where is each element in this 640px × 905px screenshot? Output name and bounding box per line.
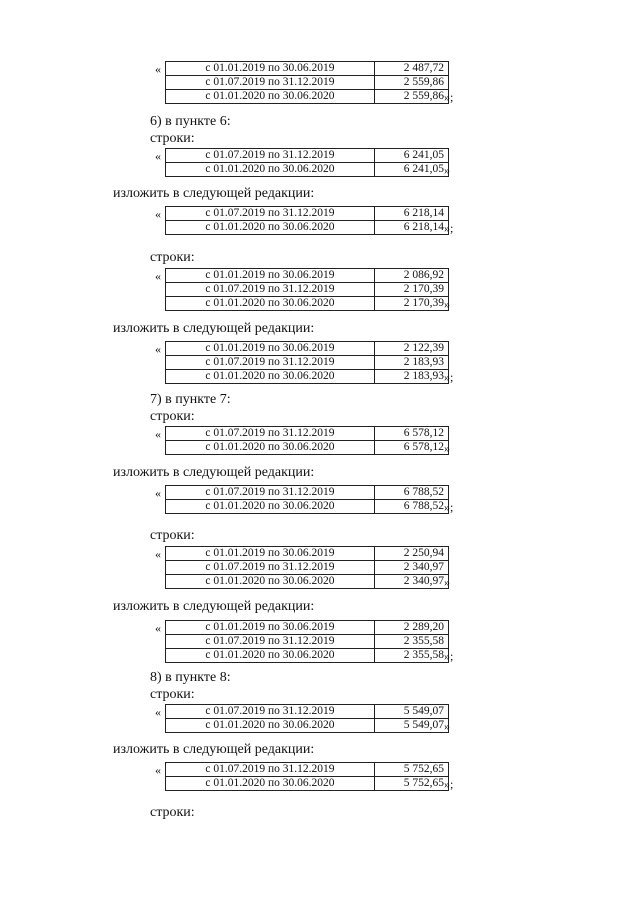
value-cell: 2 289,20 xyxy=(375,621,449,635)
table-row xyxy=(166,575,449,589)
open-quote: « xyxy=(155,269,161,283)
value-cell: 6 788,52 xyxy=(375,500,449,514)
period-cell: с 01.07.2019 по 31.12.2019 xyxy=(166,427,375,441)
open-quote: « xyxy=(155,547,161,561)
period-cell: с 01.07.2019 по 31.12.2019 xyxy=(166,763,375,777)
table-row xyxy=(166,342,449,356)
open-quote: « xyxy=(155,62,161,76)
rate-table xyxy=(165,148,449,177)
table-row xyxy=(166,356,449,370)
table-row xyxy=(166,486,449,500)
period-cell: с 01.01.2020 по 30.06.2020 xyxy=(166,370,375,384)
rate-table xyxy=(165,206,449,235)
table-row xyxy=(166,561,449,575)
table-row xyxy=(166,441,449,455)
period-cell: с 01.07.2019 по 31.12.2019 xyxy=(166,561,375,575)
table-row xyxy=(166,163,449,177)
paragraph-text: 6) в пункте 6: xyxy=(150,114,231,129)
period-cell: с 01.07.2019 по 31.12.2019 xyxy=(166,207,375,221)
open-quote: « xyxy=(155,149,161,163)
value-cell: 5 549,07 xyxy=(375,705,449,719)
close-quote: »; xyxy=(444,370,454,384)
period-cell: с 01.01.2019 по 30.06.2019 xyxy=(166,269,375,283)
paragraph-text: изложить в следующей редакции: xyxy=(113,742,315,757)
open-quote: « xyxy=(155,621,161,635)
period-cell: с 01.07.2019 по 31.12.2019 xyxy=(166,283,375,297)
table-row xyxy=(166,297,449,311)
period-cell: с 01.01.2020 по 30.06.2020 xyxy=(166,649,375,663)
table-row xyxy=(166,777,449,791)
paragraph-text: строки: xyxy=(150,131,195,146)
value-cell: 2 250,94 xyxy=(375,547,449,561)
close-quote: » xyxy=(444,297,450,311)
rate-table xyxy=(165,426,449,455)
rate-table xyxy=(165,268,449,311)
period-cell: с 01.01.2020 по 30.06.2020 xyxy=(166,163,375,177)
period-cell: с 01.07.2019 по 31.12.2019 xyxy=(166,76,375,90)
open-quote: « xyxy=(155,486,161,500)
value-cell: 6 578,12 xyxy=(375,427,449,441)
open-quote: « xyxy=(155,427,161,441)
value-cell: 2 122,39 xyxy=(375,342,449,356)
table-row xyxy=(166,635,449,649)
table-row xyxy=(166,149,449,163)
value-cell: 2 170,39 xyxy=(375,297,449,311)
value-cell: 2 086,92 xyxy=(375,269,449,283)
table-row xyxy=(166,547,449,561)
period-cell: с 01.07.2019 по 31.12.2019 xyxy=(166,149,375,163)
table-row xyxy=(166,370,449,384)
value-cell: 2 183,93 xyxy=(375,370,449,384)
value-cell: 5 752,65 xyxy=(375,777,449,791)
period-cell: с 01.01.2020 по 30.06.2020 xyxy=(166,777,375,791)
paragraph-text: строки: xyxy=(150,687,195,702)
paragraph-text: строки: xyxy=(150,805,195,820)
open-quote: « xyxy=(155,763,161,777)
table-row xyxy=(166,207,449,221)
table-row xyxy=(166,763,449,777)
paragraph-text: строки: xyxy=(150,250,195,265)
paragraph-text: 7) в пункте 7: xyxy=(150,392,231,407)
close-quote: »; xyxy=(444,90,454,104)
period-cell: с 01.07.2019 по 31.12.2019 xyxy=(166,356,375,370)
rate-table xyxy=(165,61,449,104)
value-cell: 2 170,39 xyxy=(375,283,449,297)
table-row xyxy=(166,221,449,235)
table-row xyxy=(166,76,449,90)
value-cell: 5 752,65 xyxy=(375,763,449,777)
close-quote: » xyxy=(444,163,450,177)
value-cell: 2 355,58 xyxy=(375,635,449,649)
open-quote: « xyxy=(155,342,161,356)
table-row xyxy=(166,621,449,635)
close-quote: » xyxy=(444,719,450,733)
value-cell: 6 578,12 xyxy=(375,441,449,455)
rate-table xyxy=(165,620,449,663)
paragraph-text: 8) в пункте 8: xyxy=(150,670,231,685)
period-cell: с 01.01.2020 по 30.06.2020 xyxy=(166,575,375,589)
paragraph-text: изложить в следующей редакции: xyxy=(113,465,315,480)
period-cell: с 01.01.2020 по 30.06.2020 xyxy=(166,221,375,235)
rate-table xyxy=(165,546,449,589)
period-cell: с 01.01.2019 по 30.06.2019 xyxy=(166,621,375,635)
value-cell: 2 487,72 xyxy=(375,62,449,76)
paragraph-text: изложить в следующей редакции: xyxy=(113,186,315,201)
value-cell: 2 183,93 xyxy=(375,356,449,370)
value-cell: 6 241,05 xyxy=(375,163,449,177)
table-row xyxy=(166,269,449,283)
table-row xyxy=(166,705,449,719)
open-quote: « xyxy=(155,207,161,221)
open-quote: « xyxy=(155,705,161,719)
period-cell: с 01.01.2019 по 30.06.2019 xyxy=(166,342,375,356)
value-cell: 2 340,97 xyxy=(375,561,449,575)
value-cell: 6 218,14 xyxy=(375,221,449,235)
table-row xyxy=(166,719,449,733)
close-quote: » xyxy=(444,441,450,455)
rate-table xyxy=(165,704,449,733)
value-cell: 2 340,97 xyxy=(375,575,449,589)
paragraph-text: изложить в следующей редакции: xyxy=(113,599,315,614)
close-quote: »; xyxy=(444,777,454,791)
value-cell: 6 218,14 xyxy=(375,207,449,221)
period-cell: с 01.01.2020 по 30.06.2020 xyxy=(166,500,375,514)
table-row xyxy=(166,500,449,514)
value-cell: 6 788,52 xyxy=(375,486,449,500)
period-cell: с 01.01.2019 по 30.06.2019 xyxy=(166,547,375,561)
paragraph-text: изложить в следующей редакции: xyxy=(113,321,315,336)
rate-table xyxy=(165,341,449,384)
close-quote: » xyxy=(444,575,450,589)
period-cell: с 01.01.2019 по 30.06.2019 xyxy=(166,62,375,76)
table-row xyxy=(166,427,449,441)
paragraph-text: строки: xyxy=(150,409,195,424)
period-cell: с 01.07.2019 по 31.12.2019 xyxy=(166,705,375,719)
period-cell: с 01.01.2020 по 30.06.2020 xyxy=(166,441,375,455)
value-cell: 2 355,58 xyxy=(375,649,449,663)
period-cell: с 01.07.2019 по 31.12.2019 xyxy=(166,635,375,649)
table-row xyxy=(166,62,449,76)
paragraph-text: строки: xyxy=(150,528,195,543)
value-cell: 6 241,05 xyxy=(375,149,449,163)
table-row xyxy=(166,283,449,297)
rate-table xyxy=(165,485,449,514)
rate-table xyxy=(165,762,449,791)
period-cell: с 01.01.2020 по 30.06.2020 xyxy=(166,719,375,733)
value-cell: 2 559,86 xyxy=(375,76,449,90)
table-row xyxy=(166,90,449,104)
period-cell: с 01.01.2020 по 30.06.2020 xyxy=(166,297,375,311)
close-quote: »; xyxy=(444,500,454,514)
period-cell: с 01.07.2019 по 31.12.2019 xyxy=(166,486,375,500)
value-cell: 5 549,07 xyxy=(375,719,449,733)
value-cell: 2 559,86 xyxy=(375,90,449,104)
table-row xyxy=(166,649,449,663)
period-cell: с 01.01.2020 по 30.06.2020 xyxy=(166,90,375,104)
close-quote: »; xyxy=(444,649,454,663)
close-quote: »; xyxy=(444,221,454,235)
